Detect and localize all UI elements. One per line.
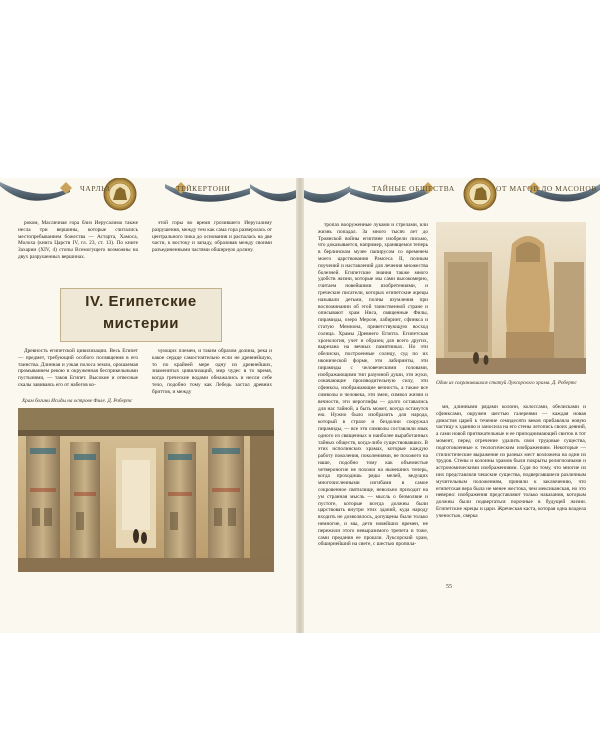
- left-mid-column-1: [18, 348, 138, 396]
- running-header-subtitle: ОТ МАГОВ ДО МАСОНОВ: [496, 184, 597, 193]
- section-heading: [60, 288, 222, 342]
- section-heading-line-1: [61, 293, 221, 310]
- paragraph: Древность египетской цивилизации. Весь Египет — предмет, требующий особого посвящения в его таинства. Длинная и узкая полоса земли, орошаемая промыванием рекою и окруженная бесприкельными пустынями, — таков Египет. Высокие и отвесные скалы завиваясь его от набегов ко-: [18, 348, 138, 388]
- running-header-author-first: ЧАРЛЬЗ: [80, 184, 110, 193]
- left-top-column-1: [18, 220, 138, 276]
- book-gutter: [296, 178, 304, 633]
- paragraph: тропах вооруженные луками и стрелами, или жизнь попадал. За много тысяч лет до Троянской войны египтяне изобрели письмо, что доказывается, например, хранящемся теперь в берлинском музее папирусом со временем моего царствования Рамсеса II, полным поучений и наставлений для лечения множества болезней. Египетские знания также много удобств жизни, которые мы сами высокомерно, считаем новейшими изобретениями, и греческие писатели, которых египетские жрецы называли детьми, полны изумления при воспоминании об этой таинственной стране и описывают храм Ниса, священные Филы, пирамиды, озеро Мерозе, лабиринт, сфинкса и статую Мемнона, приветствующую восход солнца. Храмы Древнего Египта. Египетская хронология, учет и образец для всего других, вырезана на вечных памятниках. Но эти обелиски, построенные солнцу, суд по их иконической форме, эти лабиринты, эти пирамиды с человеческими головами, изображающими тип разумной души, эти жуки, означающие производительную силу, эти сфинксы, изображающие вечность, а также все символы и человека, эти змеи, символ жизни и вечности, эти иероглифы — долго оставались для нас тайной, а быть может, всегда останутся ею. Нужно было изобразить для народа, который в страхе и бездолии сооружал пирамиды, — все эти символы составляли язык одного из священных и наиболее выработанных тайных обществ, когда-либо существовавших. В этих исполинских храмах, которые каждую работу поколения, поколениями, не похожего на наше, подобно тому как объемистые четвероногие не похожи на нынешних теперь, когда проходишь ряды мелей, ведущих многочисленными изгибами в самое сокровенное святилище, невольно приходит на ум странная мысль — мысль о безмолвие и пустоте, которые всегда должны были царствовать внутри этих зданий, куда народу входить не дозволялось, допущены были только немногие, и мы, дети новейших времен, не пережили этого невыразимого трепета и тоже, сами предания ее прошли. Луксорский храм, обширнейший на свете, с шестью пропила-: [318, 222, 428, 548]
- page-number: 55: [446, 584, 452, 590]
- paragraph: чующих племен, и таким образом долина, река и какое сердце самостоятельно если не древнейшую, то по крайней мере одну из древнейших, знаменитых цивилизаций, мир чудес в то время, когда греческие водами обнажались и несли себе тело, подобно тому как Лебедь застал древних бриттов, и между: [152, 348, 272, 395]
- left-mid-column-2: [152, 348, 272, 396]
- left-illustration-caption: Храм богини Исиды на острове Филе. Д. Робертс: [22, 398, 133, 404]
- paragraph: роком, Масличная гора близ Иерусалима также несла три вершины, которые считались местопребыванием божества — Астарта, Хамоса, Молоха (книга Царств IV, гл. 23, ст. 13). По книге Захарии (XIV, 4) стопы Всемогущего возможны на двух разрушенных вершинах.: [18, 220, 138, 260]
- right-illustration-caption: Один из сохранившихся статуй Луксорского храма. Д. Робертс: [436, 380, 577, 386]
- section-number: IV.: [85, 293, 104, 310]
- section-title-1: Египетские: [108, 293, 197, 310]
- paragraph: этой горы во время грозившего Иерусалиму разрушения, между тем как сама гора разверзлась от центрального пика до основания и распалась на две части, к востоку и западу, образовав между своими разъединенными частями обширную долину.: [152, 220, 272, 254]
- running-header-title: ТАЙНЫЕ ОБЩЕСТВА: [372, 184, 455, 193]
- luxor-statue-illustration: [436, 222, 586, 374]
- right-column-2: [436, 404, 586, 582]
- left-top-column-2: [152, 220, 272, 276]
- temple-of-isis-illustration: [18, 408, 274, 572]
- running-header-author-last: ТЕЙКЕРТОНИ: [176, 184, 231, 193]
- section-heading-line-2: мистерии: [103, 315, 179, 332]
- paragraph: ми, длинными рядами колонн, колоссами, обелисками и сфинксами, окружен шестью галереями — каждая новая династия царей к течение семидесяти веков прибавляла новую частицу к зданию и заносила на его стены летопись своих деяний, а сами новой притяжательные и ее приподнимающей свиток в тот момент, перед отречение удалить свои трудовые существа, подготовленные к теологическим изображениям. Некоторые — стилистические выражение из разных мест возложена на один из трудов. Стены и колонны храмов были покрыты религиозными и астрономическими изображениями. Судя по тому, что многие из них представляли чешские существа, подвергавшиеся различным мучительным положениям, приняли к заключению, что египетская вера была не менее жестока, чем мексиканская, но это неверно: изображения представляют только наказания, которым должны были подвергаться порочные в будущей жизни. Египетские жрецы и цари. Жреческая каста, которая одна владела ученостью, сверка: [436, 404, 586, 519]
- right-column-1: [318, 222, 428, 582]
